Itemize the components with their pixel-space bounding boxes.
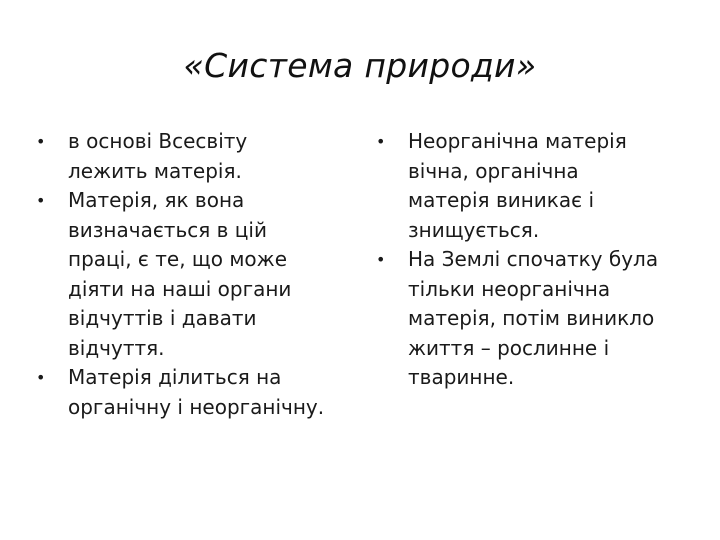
right-bullet-list: [370, 127, 710, 393]
list-item: [30, 127, 370, 186]
bullet-icon: •: [36, 132, 46, 151]
list-item: [370, 127, 710, 245]
list-item-text: Матерія ділиться на органічну і неорганічну.: [68, 365, 325, 419]
bullet-icon: •: [36, 368, 46, 387]
list-item: [30, 363, 370, 422]
list-item-text: Неорганічна матерія вічна, органічна матерія виникає і знищується.: [408, 129, 627, 242]
list-item: [370, 245, 710, 393]
list-item: [30, 186, 370, 363]
bullet-icon: •: [36, 191, 46, 210]
slide-title: «Система природи»: [183, 46, 537, 85]
list-item-text: На Землі спочатку була тільки неорганічна матерія, потім виникло життя – рослинне і тваринне.: [408, 247, 659, 389]
list-item-text: в основі Всесвіту лежить матерія.: [68, 129, 248, 183]
bullet-icon: •: [376, 250, 386, 269]
left-bullet-list: [30, 127, 370, 422]
bullet-icon: •: [376, 132, 386, 151]
list-item-text: Матерія, як вона визначається в цій праці, є те, що може діяти на наші органи відчуттів і давати відчуття.: [68, 188, 292, 360]
